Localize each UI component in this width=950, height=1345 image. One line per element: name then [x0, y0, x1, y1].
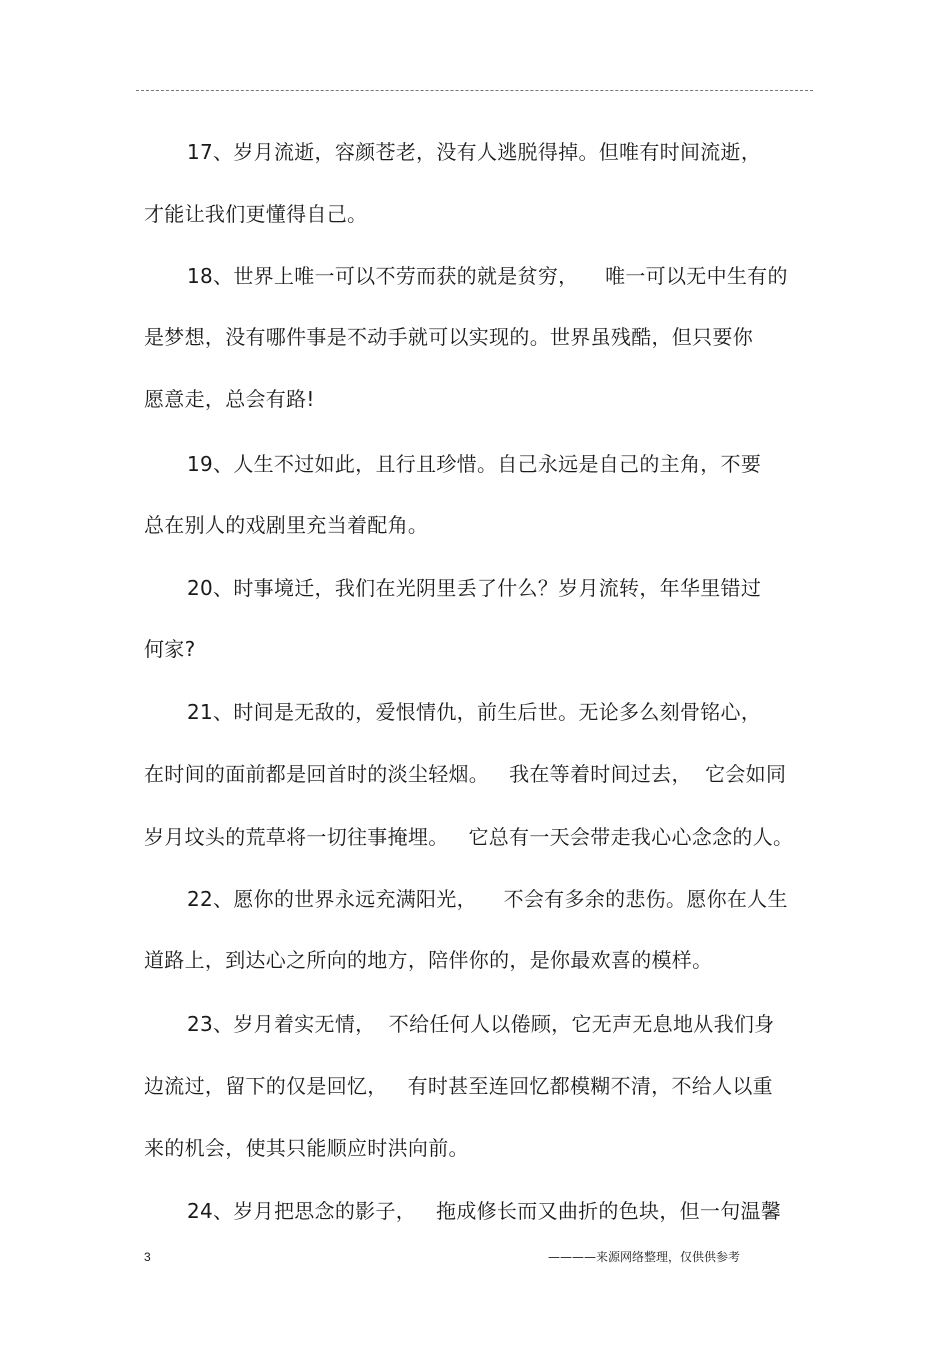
- text-line: 岁月坟头的荒草将一切往事掩埋。 它总有一天会带走我心心念念的人。: [144, 825, 794, 849]
- text-line: 来的机会，使其只能顺应时洪向前。: [144, 1136, 469, 1160]
- text-line: 愿意走，总会有路!: [144, 387, 315, 411]
- text-line: 在时间的面前都是回首时的淡尘轻烟。 我在等着时间过去， 它会如同: [144, 762, 787, 786]
- text-line: 边流过，留下的仅是回忆， 有时甚至连回忆都模糊不清，不给人以重: [144, 1074, 773, 1098]
- text-line: 20、时事境迁，我们在光阴里丢了什么？岁月流转，年华里错过: [187, 576, 762, 600]
- text-line: 18、世界上唯一可以不劳而获的就是贫穷， 唯一可以无中生有的: [187, 264, 788, 288]
- text-line: 24、岁月把思念的影子， 拖成修长而又曲折的色块，但一句温馨: [187, 1199, 782, 1223]
- header-divider: [136, 90, 813, 91]
- text-line: 何家?: [144, 637, 196, 661]
- text-line: 道路上，到达心之所向的地方，陪伴你的，是你最欢喜的模样。: [144, 948, 713, 972]
- footer-note: ————来源网络整理，仅供供参考: [548, 1250, 741, 1264]
- text-line: 17、岁月流逝，容颜苍老，没有人逃脱得掉。但唯有时间流逝，: [187, 140, 762, 164]
- text-line: 总在别人的戏剧里充当着配角。: [144, 513, 429, 537]
- text-line: 是梦想，没有哪件事是不动手就可以实现的。世界虽残酷，但只要你: [144, 325, 753, 349]
- text-line: 22、愿你的世界永远充满阳光， 不会有多余的悲伤。愿你在人生: [187, 887, 788, 911]
- text-line: 才能让我们更懂得自己。: [144, 202, 368, 226]
- text-line: 19、人生不过如此，且行且珍惜。自己永远是自己的主角，不要: [187, 452, 762, 476]
- text-line: 21、时间是无敌的，爱恨情仇，前生后世。无论多么刻骨铭心，: [187, 700, 762, 724]
- text-line: 23、岁月着实无情， 不给任何人以倦顾，它无声无息地从我们身: [187, 1012, 775, 1036]
- page-number: 3: [144, 1250, 151, 1264]
